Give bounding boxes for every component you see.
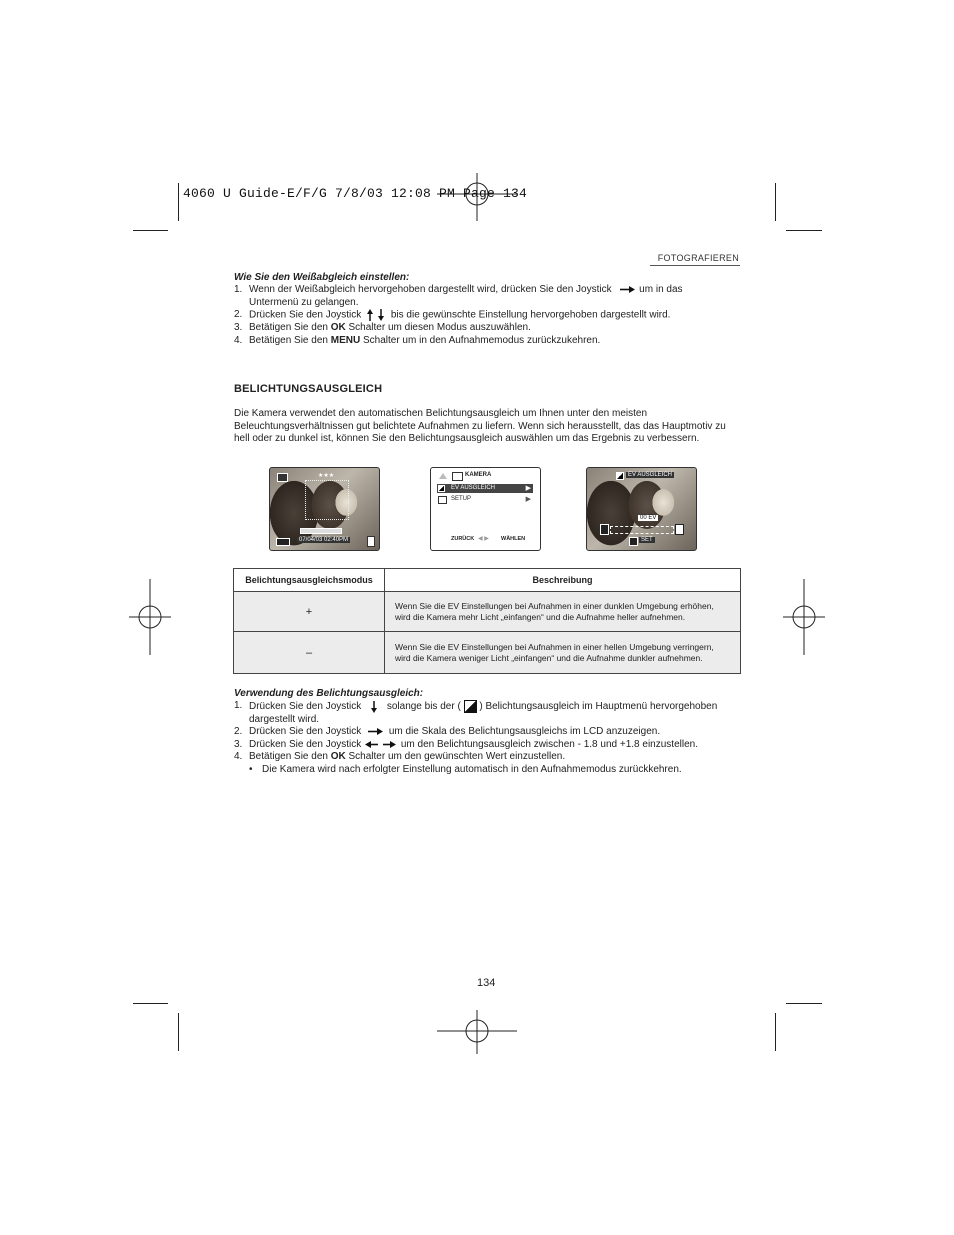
ev-value: 00 EV xyxy=(640,515,657,521)
table-cell-mode: – xyxy=(234,632,385,674)
set-label: SET xyxy=(641,537,653,543)
quality-stars-icon: ★★★ xyxy=(318,473,335,479)
arrow-down-icon xyxy=(364,701,384,713)
plus-icon xyxy=(675,524,684,535)
crop-mark xyxy=(775,1013,776,1051)
minus-icon xyxy=(600,524,609,535)
left-right-arrows-icon: ◀ ▶ xyxy=(478,536,489,542)
list-item: 1. Drücken Sie den Joystick solange bis der ( ) Belichtungsausgleich im Hauptmenü hervorgehoben dargestellt wird. xyxy=(234,700,718,725)
arrow-up-down-icon xyxy=(364,309,388,321)
list-item: 1. Wenn der Weißabgleich hervorgehoben dargestellt wird, drücken Sie den Joystick um in das Untermenü zu gelangen. xyxy=(234,284,683,308)
list-item: 4. Betätigen Sie den MENU Schalter um in den Aufnahmemodus zurückzukehren. xyxy=(234,334,601,346)
wb-heading: Wie Sie den Weißabgleich einstellen: xyxy=(234,272,410,283)
up-arrow-icon xyxy=(439,473,447,479)
list-item: • Die Kamera wird nach erfolgter Einstellung automatisch in den Aufnahmemodus zurückkehren. xyxy=(249,763,682,775)
menu-item-ev-ausgleich[interactable]: EV AUSGLEICH ▶ xyxy=(437,484,533,493)
back-label: ZURÜCK xyxy=(451,536,475,542)
menu-title: KAMERA xyxy=(465,472,492,478)
camera-menu-icon xyxy=(452,472,463,481)
section-rule xyxy=(650,265,740,266)
arrow-left-right-icon xyxy=(364,740,398,749)
table-cell-description: Wenn Sie die EV Einstellungen bei Aufnahmen in einer dunklen Umgebung erhöhen, wird die Kamera mehr Licht „einfangen“ und die Aufnahme heller aufnehmen. xyxy=(385,592,741,632)
menu-item-setup[interactable]: SETUP ▶ xyxy=(437,495,533,504)
arrow-right-icon xyxy=(614,285,636,294)
select-label: WÄHLEN xyxy=(501,536,526,542)
table-header-description: Beschreibung xyxy=(385,569,741,592)
crop-mark xyxy=(178,1013,179,1051)
table-header-mode: Belichtungsausgleichsmodus xyxy=(234,569,385,592)
crop-mark xyxy=(786,1003,822,1004)
crop-mark xyxy=(775,183,776,221)
wb-steps xyxy=(234,284,744,347)
section-tag: FOTOGRAFIEREN xyxy=(657,253,739,263)
ev-table xyxy=(233,568,741,674)
memory-card-icon xyxy=(367,536,375,547)
zoom-bar xyxy=(300,528,342,534)
wb-instructions xyxy=(234,272,744,347)
crop-mark xyxy=(133,1003,168,1004)
registration-mark-right xyxy=(783,579,825,655)
chevron-right-icon: ▶ xyxy=(525,496,531,503)
page-number: 134 xyxy=(477,977,496,989)
registration-mark-left xyxy=(129,579,171,655)
list-item: 2. Drücken Sie den Joystick um die Skala des Belichtungsausgleichs im LCD anzuzeigen. xyxy=(234,726,661,738)
section-intro: Die Kamera verwendet den automatischen Belichtungsausgleich um Ihnen unter den meisten Beleuchtungsverhältnissen gut belichtete Aufnahmen zu liefern. Wenn sich herausstellt, das das Hauptmotiv zu hell oder zu dunkel ist, können Sie den Belichtungsausgleich auswählen um das Ergebnis zu verbessern. xyxy=(234,408,726,445)
crop-mark xyxy=(133,230,168,231)
usage-steps xyxy=(234,700,744,776)
battery-icon xyxy=(276,538,290,546)
ev-title: EV AUSGLEICH xyxy=(628,472,673,478)
lcd-ev-screen xyxy=(586,467,697,551)
setup-icon xyxy=(438,496,447,504)
ok-icon xyxy=(629,537,638,546)
print-slug: 4060 U Guide-E/F/G 7/8/03 12:08 PM Page 134 xyxy=(183,186,528,201)
list-item: 3. Betätigen Sie den OK Schalter um diesen Modus auszuwählen. xyxy=(234,322,531,334)
lcd-preview-screen xyxy=(269,467,380,551)
arrow-right-icon xyxy=(364,727,386,736)
table-header-row xyxy=(234,569,741,592)
crop-mark xyxy=(178,183,179,221)
table-cell-description: Wenn Sie die EV Einstellungen bei Aufnahmen in einer hellen Umgebung verringern, wird die Kamera weniger Licht „einfangen“ und die Aufnahme dunkler aufnehmen. xyxy=(385,632,741,674)
section-title: BELICHTUNGSAUSGLEICH xyxy=(234,383,383,395)
crop-mark xyxy=(786,230,822,231)
list-item: 4. Betätigen Sie den OK Schalter um den gewünschten Wert einzustellen. xyxy=(234,751,566,763)
table-row xyxy=(234,592,741,632)
ev-scale[interactable] xyxy=(610,526,674,534)
list-item: 3. Drücken Sie den Joystick um den Belichtungsausgleich zwischen - 1.8 und +1.8 einzustellen. xyxy=(234,738,698,750)
usage-instructions xyxy=(234,688,744,776)
ev-icon xyxy=(616,472,624,480)
chevron-right-icon: ▶ xyxy=(525,485,531,492)
table-cell-mode: + xyxy=(234,592,385,632)
lcd-menu-screen xyxy=(430,467,541,551)
list-item: 2. Drücken Sie den Joystick bis die gewünschte Einstellung hervorgehoben dargestellt wird. xyxy=(234,309,671,321)
bullet-icon: • xyxy=(249,763,253,775)
usage-heading: Verwendung des Belichtungsausgleich: xyxy=(234,688,424,699)
datetime-readout: 07/04/03 02:40PM xyxy=(299,537,349,543)
camera-mode-icon xyxy=(277,473,288,482)
ev-icon xyxy=(438,485,445,492)
table-row xyxy=(234,632,741,674)
registration-mark-bottom xyxy=(437,1010,517,1054)
focus-frame xyxy=(305,480,349,520)
ev-icon xyxy=(464,700,477,713)
